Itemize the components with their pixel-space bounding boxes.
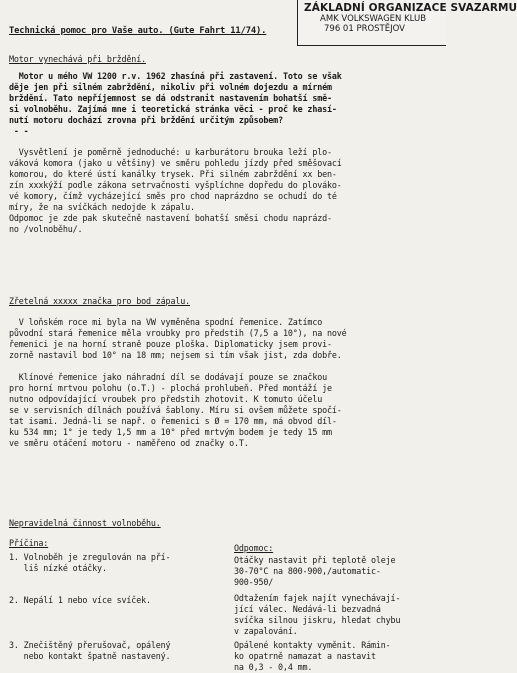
text-line: si volnoběhu. Zajímá mne i teoretická stránka věci - proč ke zhasí- (9, 104, 337, 114)
cause-line: nebo kontakt špatně nastavený. (9, 651, 171, 661)
text-line: Odpomoc je zde pak skutečně nastavení bohatší směsi chodu naprázd- (9, 213, 332, 223)
text-line: pro horní mrtvou polohu (o.T.) - plochá prohlubeň. Před montáží je (9, 383, 332, 393)
text-line: původní stará řemenice měla vroubky pro předstih (7,5 a 10°), na nové (9, 328, 347, 338)
stamp-club: AMK VOLKSWAGEN KLUB (320, 14, 427, 24)
remedy-line: ko opatrně namazat a nastavit (234, 651, 376, 661)
text-line: brždění. Tato nepříjemnost se dá odstranit nastavením bohatší smě- (9, 93, 332, 103)
cause-line: 3. Znečištěný přerušovač, opálený (9, 640, 171, 650)
text-line: nutno odpovídající vroubek pro předstih zhotovit. K tomuto účelu (9, 394, 323, 404)
remedy-line: 900-950/ (234, 577, 274, 587)
organization-stamp (297, 0, 517, 46)
document-title: Technická pomoc pro Vaše auto. (Gute Fahrt 11/74). (9, 26, 267, 36)
column-header-cause: Příčina: (9, 538, 49, 548)
text-line: no /volnoběhu/. (9, 224, 83, 234)
text-line: zorně nastavil bod 10° na 18 mm; nejsem si tím však jist, zda dobře. (9, 350, 342, 360)
text-line: - - (9, 126, 29, 136)
text-line: řemenici je na horní straně pouze ploška. Diplomaticky jsem provi- (9, 339, 332, 349)
text-line: vé komory, čímž vycházející směs pro chod naprázdno se ochudí do té (9, 191, 337, 201)
text-line: váková komora (jako u většiny) ve směru pohledu jízdy před směšovací (9, 158, 342, 168)
text-line: Vysvětlení je poměrně jednoduché: u karburátoru brouka leží plo- (9, 147, 332, 157)
remedy-line: Opálené kontakty vyměnit. Rámin- (234, 640, 391, 650)
text-line: děje jen při silném zabrždění, nikoliv při volném dojezdu a mírném (9, 82, 332, 92)
text-line: míry, že na svíčkách nedojde k zápalu. (9, 202, 195, 212)
remedy-line: 30-70°C na 800-900,/automatic- (234, 566, 381, 576)
text-line: nutí motoru dochází zrovna při brždění určitým způsobem? (9, 115, 283, 125)
remedy-line: Odtažením fajek najít vynechávají- (234, 593, 401, 603)
text-line: se v servisních dílnách používá šablony. Míru si ovšem můžete spočí- (9, 405, 342, 415)
text-line: ve směru otáčení motoru - naměřeno od značky o.T. (9, 438, 249, 448)
text-line: V loňském roce mi byla na VW vyměněna spodní řemenice. Zatímco (9, 317, 323, 327)
text-line: zín xxxkýží podle zákona setrvačnosti vyšplíchne dopředu do plováko- (9, 180, 342, 190)
column-header-remedy: Odpomoc: (234, 543, 274, 553)
remedy-line: v zapalování. (234, 626, 298, 636)
stamp-organization: ZÁKLADNÍ ORGANIZACE SVAZARMU (304, 2, 517, 14)
text-line: Klínové řemenice jako náhradní díl se dodávají pouze se značkou (9, 372, 327, 382)
remedy-line: na 0,3 - 0,4 mm. (234, 662, 313, 672)
text-line: ku 534 mm; 1° je tedy 1,5 mm a 10° před mrtvým bodem je tedy 15 mm (9, 427, 332, 437)
section-heading-idle: Nepravidelná činnost volnoběhu. (9, 518, 161, 528)
remedy-line: svíčka silnou jiskru, hledat chybu (234, 615, 401, 625)
text-line: komorou, do které ústí kanálky trysek. Při silném zabrždění xx ben- (9, 169, 337, 179)
text-line: Motor u mého VW 1200 r.v. 1962 zhasíná při zastavení. Toto se však (9, 71, 342, 81)
cause-line: liš nízké otáčky. (9, 563, 107, 573)
cause-line: 2. Nepálí 1 nebo více svíček. (9, 595, 151, 605)
remedy-line: jící válec. Nedává-li bezvadná (234, 604, 381, 614)
cause-line: 1. Volnoběh je zregulován na pří- (9, 552, 171, 562)
section-heading-ignition-mark: Zřetelná xxxxx značka pro bod zápalu. (9, 296, 191, 306)
remedy-line: Otáčky nastavit při teplotě oleje (234, 555, 396, 565)
text-line: tat isami. Jedná-li se např. o řemenici s Ø = 170 mm, má obvod díl- (9, 416, 337, 426)
section-heading-engine-stall: Motor vynechává při brždění. (9, 54, 146, 64)
stamp-city: 796 01 PROSTĚJOV (324, 24, 405, 34)
